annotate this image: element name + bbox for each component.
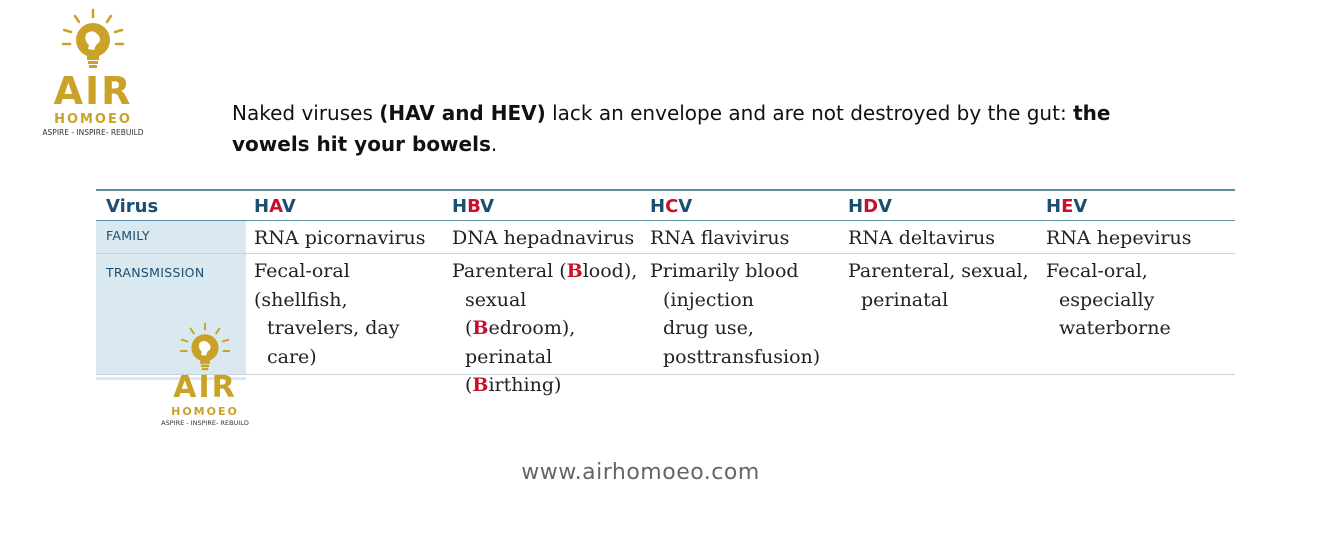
watermark-logo — [150, 322, 260, 427]
logo-sub-text: HOMOEO — [54, 112, 132, 127]
brand-logo — [28, 8, 158, 137]
family-hcv: RNA flavivirus — [650, 227, 790, 249]
hbv-mnemonic-letter: B — [472, 317, 489, 339]
intro-text-3: . — [490, 132, 498, 156]
watermark-tagline: ASPIRE - INSPIRE- REBUILD — [161, 419, 249, 427]
family-hev: RNA hepevirus — [1046, 227, 1192, 249]
hbv-text: sexual ( — [465, 288, 527, 339]
family-hav: RNA picornavirus — [254, 227, 426, 249]
transmission-hdv-line: Parenteral, sexual, — [848, 260, 1029, 282]
hbv-text: edroom), — [488, 317, 576, 339]
header-hbv-accent: B — [467, 196, 481, 217]
header-hev — [1038, 191, 1235, 220]
hbv-text: irthing) — [488, 374, 562, 396]
hbv-mnemonic-letter: B — [472, 374, 489, 396]
header-hev-post: V — [1073, 196, 1088, 217]
hbv-text: ( — [465, 374, 473, 396]
header-hav-post: V — [281, 196, 296, 217]
watermark-sub-text: HOMOEO — [171, 405, 239, 418]
table-row-family — [96, 221, 1235, 254]
intro-text-2: lack an envelope and are not destroyed by the gut: — [545, 101, 1074, 125]
logo-brand-text: AIR — [53, 69, 133, 113]
transmission-hbv — [444, 254, 642, 396]
header-hev-accent: E — [1061, 196, 1074, 217]
header-virus-label: Virus — [106, 196, 159, 217]
header-hbv-pre: H — [452, 196, 468, 217]
header-hcv-pre: H — [650, 196, 666, 217]
transmission-hev-line: Fecal-oral, — [1046, 260, 1148, 282]
header-hdv — [840, 191, 1038, 220]
header-hav-pre: H — [254, 196, 270, 217]
transmission-hcv-line: (injection — [663, 288, 754, 311]
transmission-hcv-line: posttransfusion) — [663, 345, 821, 368]
intro-paragraph — [232, 98, 1172, 160]
transmission-hev — [1038, 254, 1235, 374]
transmission-hav-line: Fecal-oral (shellfish, — [254, 260, 350, 311]
transmission-hev-line: especially — [1059, 288, 1155, 311]
hbv-text: lood), — [582, 260, 638, 282]
intro-bold-1: (HAV and HEV) — [379, 101, 546, 125]
header-hav — [246, 191, 444, 220]
transmission-hdv-line: perinatal — [861, 288, 949, 311]
transmission-hav-line: travelers, day care) — [267, 317, 400, 368]
transmission-hcv — [642, 254, 840, 374]
header-hcv-post: V — [678, 196, 693, 217]
lightbulb-icon — [58, 8, 128, 70]
family-hbv: DNA hepadnavirus — [452, 227, 635, 249]
logo-tagline: ASPIRE - INSPIRE- REBUILD — [42, 128, 144, 137]
row-label-transmission: TRANSMISSION — [96, 254, 246, 374]
header-hdv-pre: H — [848, 196, 864, 217]
transmission-hbv-line — [452, 371, 642, 400]
lightbulb-icon — [177, 322, 233, 372]
intro-bold-2: the vowels hit your bowels — [232, 101, 1111, 156]
header-hbv-post: V — [480, 196, 495, 217]
transmission-hev-line: waterborne — [1059, 317, 1171, 339]
watermark-brand-text: AIR — [173, 370, 237, 405]
website-url: www.airhomoeo.com — [521, 460, 760, 485]
transmission-hbv-line — [452, 257, 642, 286]
row-label-family: FAMILY — [96, 221, 246, 253]
intro-text-1: Naked viruses — [232, 101, 380, 125]
transmission-hbv-line: perinatal — [465, 345, 553, 368]
header-hdv-accent: D — [863, 196, 879, 217]
header-hcv-accent: C — [665, 196, 679, 217]
header-hav-accent: A — [269, 196, 282, 217]
transmission-hdv — [840, 254, 1038, 374]
transmission-hcv-line: drug use, — [663, 317, 754, 339]
header-hdv-post: V — [878, 196, 892, 217]
family-hdv: RNA deltavirus — [848, 227, 996, 249]
table-header-row — [96, 191, 1235, 221]
header-hcv — [642, 191, 840, 220]
transmission-hbv-line — [452, 286, 642, 343]
header-hbv — [444, 191, 642, 220]
hbv-text: Parenteral ( — [452, 260, 567, 282]
transmission-hav — [246, 254, 444, 374]
transmission-hcv-line: Primarily blood — [650, 260, 799, 282]
hbv-mnemonic-letter: B — [566, 260, 583, 282]
header-hev-pre: H — [1046, 196, 1062, 217]
